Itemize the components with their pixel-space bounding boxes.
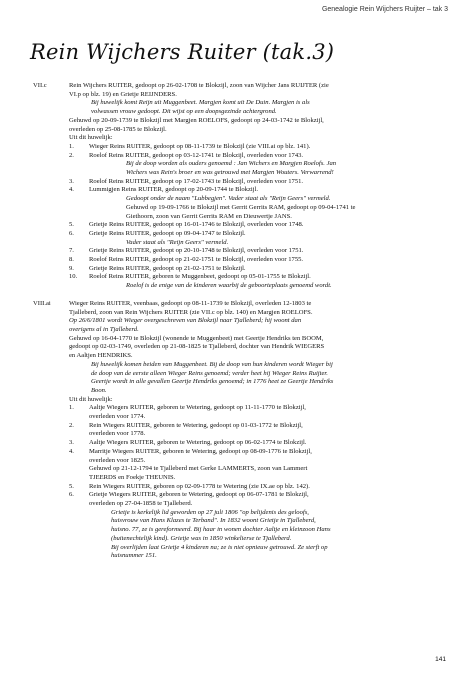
child-note: Grietje is kerkelijk lid geworden op 27 juli 1806 "op belijdenis des geloofs, huisvrouw van Hans Klazes te Terband". In 1832 woont Grietje in Tjalleberd, huisno. 77, ze is gereformeerd. Bij haar in wonen dochter Aaltje en kleinzoon Hans (buitenechtelijk kind). Grietje was in 1850 winkelierse te Tjalleberd. Bij overlijden laat Grietje 4 kinderen na; ze is niet opnieuw getrouwd. Ze sterft op huisnummer 151. [111,508,331,560]
entry-note [69,99,433,116]
child-item: 3. Aaltje Wiegers RUITER, geboren te Wetering, gedoopt op 06-02-1774 te Blokzijl. [69,439,307,447]
child-item: 3. Roelof Reins RUITER, gedoopt op 17-02-1743 te Blokzijl, overleden voor 1751. [69,177,304,185]
entry-line: Rein Wijchers RUITER, gedoopt op 26-02-1708 te Blokzijl, zoon van Wijcher Jans RUIJTER (zie [69,82,329,89]
genealogy-content [33,82,433,570]
child-item: 5. Grietje Reins RUITER, gedoopt op 16-01-1746 te Blokzijl, overleden voor 1748. [69,221,304,229]
child-item: 2. Roelof Reins RUITER, gedoopt op 03-12-1741 te Blokzijl, overleden voor 1743. [69,151,304,159]
child-item: 7. Grietje Reins RUITER, gedoopt op 20-10-1748 te Blokzijl, overleden voor 1751. [69,247,304,255]
note-line: volwassen vrouw gedoopt. Dit wijst op een doopsgezinde achtergrond. [91,108,277,116]
marriage-line: en Aaltjen HENDRIKS. [69,352,133,360]
entry-line: Tjalleberd, zoon van Rein Wijchers RUITER (zie VII.c op blz. 140) en Margjen ROELOFS. [69,308,313,316]
child-item: 1. Aaltje Wiegers RUITER, geboren te Wetering, gedoopt op 11-11-1770 te Blokzijl, overleden voor 1774. [69,404,306,421]
child-note: Vader staat als "Reijn Geers" vermeld. [126,238,229,246]
child-item: 10. Roelof Reins RUITER, geboren te Muggenbeet, gedoopt op 05-01-1755 te Blokzijl. [69,273,311,281]
child-item: 8. Roelof Reins RUITER, gedoopt op 21-02-1751 te Blokzijl, overleden voor 1755. [69,256,304,264]
page-title: Rein Wijchers Ruiter (tak.3) [30,40,335,64]
child-item: 1. Wieger Reins RUITER, gedoopt op 08-11-1739 te Blokzijl (zie VIII.ai op blz. 141). [69,142,311,150]
child-item: 6. Grietje Wiegers RUITER, geboren te Wetering, gedoopt op 06-07-1781 te Blokzijl, overleden op 27-04-1858 te Tjalleberd. [69,491,309,508]
running-header: Genealogie Rein Wijchers Ruijter – tak 3 [321,6,448,13]
marriage-line: Gehuwd op 16-04-1770 te Blokzijl (wonende te Muggenbeet) met Geertje Hendriks ten BOOM, [69,334,324,342]
generation-code: VII.c [33,82,47,89]
child-item: 4. Marritje Wiegers RUITER, geboren te Wetering, gedoopt op 08-09-1776 te Blokzijl, overleden voor 1825. [69,447,312,464]
marriage-line: gedoopt op 02-03-1749, overleden op 21-08-1825 te Tjalleberd, dochter van Hendrik WIEGERS [69,343,325,351]
note-line: Bij huwelijk komt Reijn uit Muggenbeet. Margjen komt uit De Duin. Margjen is als [91,99,310,107]
entry-note: Bij huwelijk komen beiden van Muggenbeet. Bij de doop van hun kinderen wordt Wieger bij de doop van de eerste alleen Wieger Reins genoemd; verder heet hij Wieger Reins Ruijter. Geertje wordt in alle gevallen Geertje Hendriks genoemd; in 1776 heet ze Geertje Hendriks Boon. [91,360,334,394]
child-note: Gedoopt onder de naam "Lubbegjen". Vader staat als "Reijn Geers" vermeld. [126,195,331,203]
child-item: 9. Grietje Reins RUITER, gedoopt op 21-02-1751 te Blokzijl. [69,264,246,272]
entry-line: VI.p op blz. 19) en Grietje REIJNDERS. [69,90,177,98]
child-note: Bij de doop worden als ouders genoemd : Jan Wichers en Margjen Roelofs. Jan Wichers was Rein's broer en was getrouwd met Margjen Wouters. Verwarrend! [126,160,337,177]
entry-note: Op 26/6/1801 wordt Wieger overgeschreven van Blokzijl naar Tjalleberd; hij woont dan overigens al in Tjalleberd. [69,317,302,333]
child-marriage: Gehuwd op 19-09-1766 te Blokzijl met Gerrit Gerrits RAM, gedoopt op 09-04-1741 te Giethoorn, zoon van Gerrit Gerrits RAM en Dieuwertje JANS. [126,203,356,220]
marriage-line: Uit dit huwelijk: [69,395,113,403]
entry-line: Wieger Reins RUITER, veenbaas, gedoopt op 08-11-1739 te Blokzijl, overleden 12-1803 te [69,299,312,307]
child-item: 4. Lummigjen Reins RUITER, gedoopt op 20-09-1744 te Blokzijl. [69,186,259,194]
entry-body [69,82,433,291]
child-marriage: Gehuwd op 21-12-1794 te Tjalleberd met Gerke LAMMERTS, zoon van Lammert TJEERDS en Foekje THEUNIS. [89,465,308,481]
entry-vii-c [33,82,433,291]
child-note: Roelof is de enige van de kinderen waarbij de geboorteplaats genoemd wordt. [126,282,332,290]
child-item: 2. Rein Wiegers RUITER, geboren te Wetering, gedoopt op 01-03-1772 te Blokzijl, overleden voor 1778. [69,421,303,438]
entry-body [69,300,433,561]
child-item: 5. Rein Wiegers RUITER, geboren op 02-09-1778 te Wetering (zie IX.ae op blz. 142). [69,482,310,490]
marriage-line: Gehuwd op 20-09-1739 te Blokzijl met Margjen ROELOFS, gedoopt op 24-03-1742 te Blokzijl, [69,116,324,124]
entry-viii-ai [33,300,433,561]
marriage-line: overleden op 25-08-1785 te Blokzijl. [69,125,167,133]
generation-code: VIII.ai [33,299,51,307]
page-number: 141 [435,656,446,663]
child-item: 6. Grietje Reins RUITER, gedoopt op 09-04-1747 te Blokzijl. [69,229,246,237]
marriage-line: Uit dit huwelijk: [69,134,113,142]
